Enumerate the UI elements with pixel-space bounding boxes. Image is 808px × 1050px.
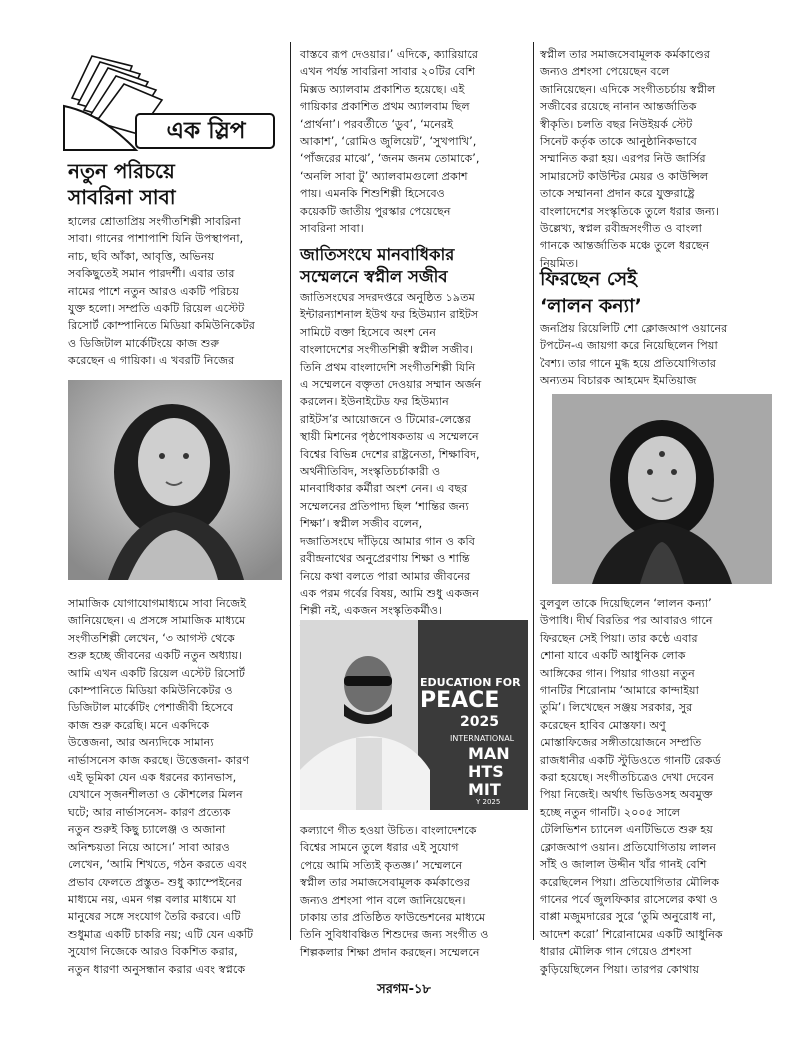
poster-line-date: Y 2025 bbox=[476, 798, 501, 806]
column-rule-2 bbox=[533, 42, 534, 940]
article-sabrina-continued: সামাজিক যোগাযোগমাধ্যমে সাবা নিজেই জানিয়েছেন। এ প্রসঙ্গে সামাজিক মাধ্যমে সংগীতশিল্পী লেখেন, ‘৩ আগস্ট থেকে শুরু হচ্ছে জীবনের একটি নতুন অধ্যায়। আমি এখন একটি রিয়েল এস্টেট রিসোর্ট কোম্পানিতে মিডিয়া কমিউনিকেটর ও ডিজিটাল মার্কেটিং পেশাজীবী হিসেবে কাজ শুরু করেছি। মনে একদিকে উত্তেজনা, আর অন্যদিকে সামান্য নার্ভাসনেস কাজ করছে। উত্তেজনা- কারণ এই ভূমিকা যেন এক ধরনের ক্যানভাস, যেখানে সৃজনশীলতা ও কৌশলের মিলন ঘটে; আর নার্ভাসনেস- কারণ প্রত্যেক নতুন শুরুই কিছু চ্যালেঞ্জ ও অজানা অনিশ্চয়তা নিয়ে আসে।’ সাবা আরও লেখেন, ‘আমি শিখতে, গঠন করতে এবং প্রভাব ফেলতে প্রস্তুত- শুধু ক্যাম্পেইনের মাধ্যমে নয়, এমন গল্প বলার মাধ্যমে যা মানুষের সঙ্গে সংযোগ তৈরি করবে। এটি শুধুমাত্র একটি চাকরি নয়; এটি যেন একটি সুযোগ নিজেকে আরও বিকশিত করার, নতুন ধারণা অনুসন্ধান করার এবং স্বপ্নকে bbox=[68, 597, 254, 976]
poster-line-peace: PEACE bbox=[420, 688, 500, 713]
photo-swapnil-sajib bbox=[300, 620, 528, 810]
poster-line-man: MAN bbox=[468, 744, 510, 763]
page-number: সরগম-১৮ bbox=[377, 982, 431, 997]
poster-line-mit: MIT bbox=[468, 780, 501, 799]
headline-sabrina-saba: নতুন পরিচয়ে সাবরিনা সাবা bbox=[68, 159, 176, 209]
article-swapnil-recognition: স্বপ্নীল তার সমাজসেবামূলক কর্মকাণ্ডের জন্যও প্রশংসা পেয়েছেন বলে জানিয়েছেন। এদিকে সংগীতচর্চায় স্বপ্নীল সজীবের রয়েছে নানান আন্তর্জাতিক স্বীকৃতি। চলতি বছর নিউইয়র্ক স্টেট সিনেট কর্তৃক তাকে আনুষ্ঠানিকভাবে সম্মানিত করা হয়। এরপর নিউ জার্সির সামারসেট কাউন্টির মেয়র ও কাউন্সিল তাকে সম্মাননা প্রদান করে যুক্তরাষ্ট্রে বাংলাদেশের সংস্কৃতিকে তুলে ধরার জন্য। উল্লেখ্য, স্বপ্নল রবীন্দ্রসংগীত ও বাংলা গানকে আন্তর্জাতিক মঞ্চে তুলে ধরছেন নিয়মিত। bbox=[540, 48, 719, 270]
article-pia-intro: জনপ্রিয় রিয়েলিটি শো ক্লোজআপ ওয়ানের টপটেন-এ জায়গা করে নিয়েছিলেন পিয়া বৈশ্য। তার গানে মুগ্ধ হয়ে প্রতিযোগিতার অন্যতম বিচারক আহমেদ ইমতিয়াজ bbox=[540, 322, 728, 388]
headline-lalon-konya: ফিরছেন সেই ‘লালন কন্যা’ bbox=[540, 268, 642, 317]
poster-line-international: INTERNATIONAL bbox=[450, 734, 515, 743]
article-sabrina-intro: হালের শ্রোতাপ্রিয় সংগীতশিল্পী সাবরিনা সাবা। গানের পাশাপাশি যিনি উপস্থাপনা, নাচ, ছবি আঁকা, আবৃত্তি, অভিনয় সবকিছুতেই সমান পারদর্শী। এবার তার নামের পাশে নতুন আরও একটি পরিচয় যুক্ত হলো। সম্প্রতি একটি রিয়েল এস্টেট রিসোর্ট কোম্পানিতে মিডিয়া কমিউনিকেটর ও ডিজিটাল মার্কেটিংয়ে কাজ শুরু করেছেন এ গায়িকা। এ খবরটি নিজের bbox=[68, 215, 255, 368]
poster-line-hts: HTS bbox=[468, 762, 504, 781]
section-logo bbox=[62, 48, 278, 154]
section-logo-label: এক স্লিপ bbox=[166, 118, 246, 144]
photo-sabrina-saba bbox=[68, 380, 282, 580]
photo-pia-baishya bbox=[552, 394, 772, 584]
poster-line-education-for: EDUCATION FOR bbox=[420, 676, 521, 689]
article-pia-continued: বুলবুল তাকে দিয়েছিলেন ‘লালন কন্যা’ উপাধি। দীর্ঘ বিরতির পর আবারও গানে ফিরছেন সেই পিয়া। তার কণ্ঠে এবার শোনা যাবে একটি আধুনিক লোক আঙ্গিকের গান। পিয়ার গাওয়া নতুন গানটির শিরোনাম ‘আমারে কান্দাইয়া তুমি’। লিখেছেন সঞ্জয় সরকার, সুর করেছেন হাবিব মোস্তফা। অণু মোস্তাফিজের সঙ্গীতায়োজনে সম্প্রতি রাজধানীর একটি স্টুডিওতে গানটি রেকর্ড করা হয়েছে। সংগীতচিত্রেও দেখা দেবেন পিয়া নিজেই। অর্থাৎ ভিডিওসহ অবমুক্ত হচ্ছে নতুন গানটি। ২০০৫ সালে টেলিভিশন চ্যানেল এনটিভিতে শুরু হয় ক্লোজআপ ওয়ান। প্রতিযোগিতায় লালন সাঁই ও জালাল উদ্দীন খাঁর গানই বেশি করেছিলেন পিয়া। প্রতিযোগিতার মৌলিক গানের পর্বে জুলফিকার রাসেলের কথা ও বাপ্পা মজুমদারের সুরে ‘তুমি অনুরোধ না, আদেশ করো’ শিরোনামের একটি আধুনিক ধারার মৌলিক গান গেয়েও প্রশংসা কুড়িয়েছিলেন পিয়া। তারপর কোথায় bbox=[540, 597, 723, 976]
article-swapnil-summit: জাতিসংঘের সদরদপ্তরে অনুষ্ঠিত ১৯তম ইন্টারন্যাশনাল ইউথ ফর হিউম্যান রাইটস সামিটে বক্তা হিসেবে অংশ নেন বাংলাদেশের সংগীতশিল্পী স্বপ্নীল সজীব। তিনি প্রথম বাংলাদেশি সংগীতশিল্পী যিনি এ সম্মেলনে বক্তৃতা দেওয়ার সম্মান অর্জন করলেন। ইউনাইটেড ফর হিউম্যান রাইটস’র আয়োজনে ও টিমোর-লেস্তের স্থায়ী মিশনের পৃষ্ঠপোষকতায় এ সম্মেলনে বিশ্বের বিভিন্ন দেশের রাষ্ট্রনেতা, শিক্ষাবিদ, অর্থনীতিবিদ, সংস্কৃতিচর্চাকারী ও মানবাধিকার কর্মীরা অংশ নেন। এ বছর সম্মেলনের প্রতিপাদ্য ছিল ‘শান্তির জন্য শিক্ষা’। স্বপ্নীল সজীব বলেন, দজাতিসংঘে দাঁড়িয়ে আমার গান ও কবি রবীন্দ্রনাথের অনুপ্রেরণায় শিক্ষা ও শান্তি নিয়ে কথা বলতে পারা আমার জীবনের এক পরম গর্বের বিষয়, আমি শুধু একজন শিল্পী নই, একজন সংস্কৃতিকর্মীও। bbox=[300, 291, 482, 618]
poster-line-year: 2025 bbox=[460, 714, 499, 730]
headline-swapnil-sajib: জাতিসংঘে মানবাধিকার সম্মেলনে স্বপ্নীল সজীব bbox=[300, 245, 455, 286]
article-swapnil-continued: কল্যাণে গীত হওয়া উচিত। বাংলাদেশকে বিশ্বের সামনে তুলে ধরার এই সুযোগ পেয়ে আমি সত্যিই কৃতজ্ঞ।’ সম্মেলনে স্বপ্নীল তার সমাজসেবামূলক কর্মকাণ্ডের জন্যও প্রশংসা পান বলে জানিয়েছেন। ঢাকায় তার প্রতিষ্ঠিত ফাউন্ডেশনের মাধ্যমে তিনি সুবিধাবঞ্চিত শিশুদের জন্য সংগীত ও শিল্পকলার শিক্ষা প্রদান করছেন। সম্মেলনে bbox=[300, 824, 489, 959]
article-sabrina-albums: বাস্তবে রূপ দেওয়ার।’ এদিকে, ক্যারিয়ারে এখন পর্যন্ত সাবরিনা সাবার ২০টির বেশি মিক্সড অ্যালবাম প্রকাশিত হয়েছে। এই গায়িকার প্রকাশিত প্রথম অ্যালবাম ছিল ‘প্রার্থনা’। পরবর্তীতে ‘ডুব’, ‘মনেরই আকাশ’, ‘রোমিও জুলিয়েট’, ‘সুখপাখি’, ‘পাঁজরের মাঝে’, ‘জনম জনম তোমাকে’, ‘অনলি সাবা টু’ অ্যালবামগুলো প্রকাশ পায়। এমনকি শিশুশিল্পী হিসেবেও কয়েকটি জাতীয় পুরস্কার পেয়েছেন সাবরিনা সাবা। bbox=[300, 48, 480, 236]
column-rule-1 bbox=[290, 42, 291, 940]
